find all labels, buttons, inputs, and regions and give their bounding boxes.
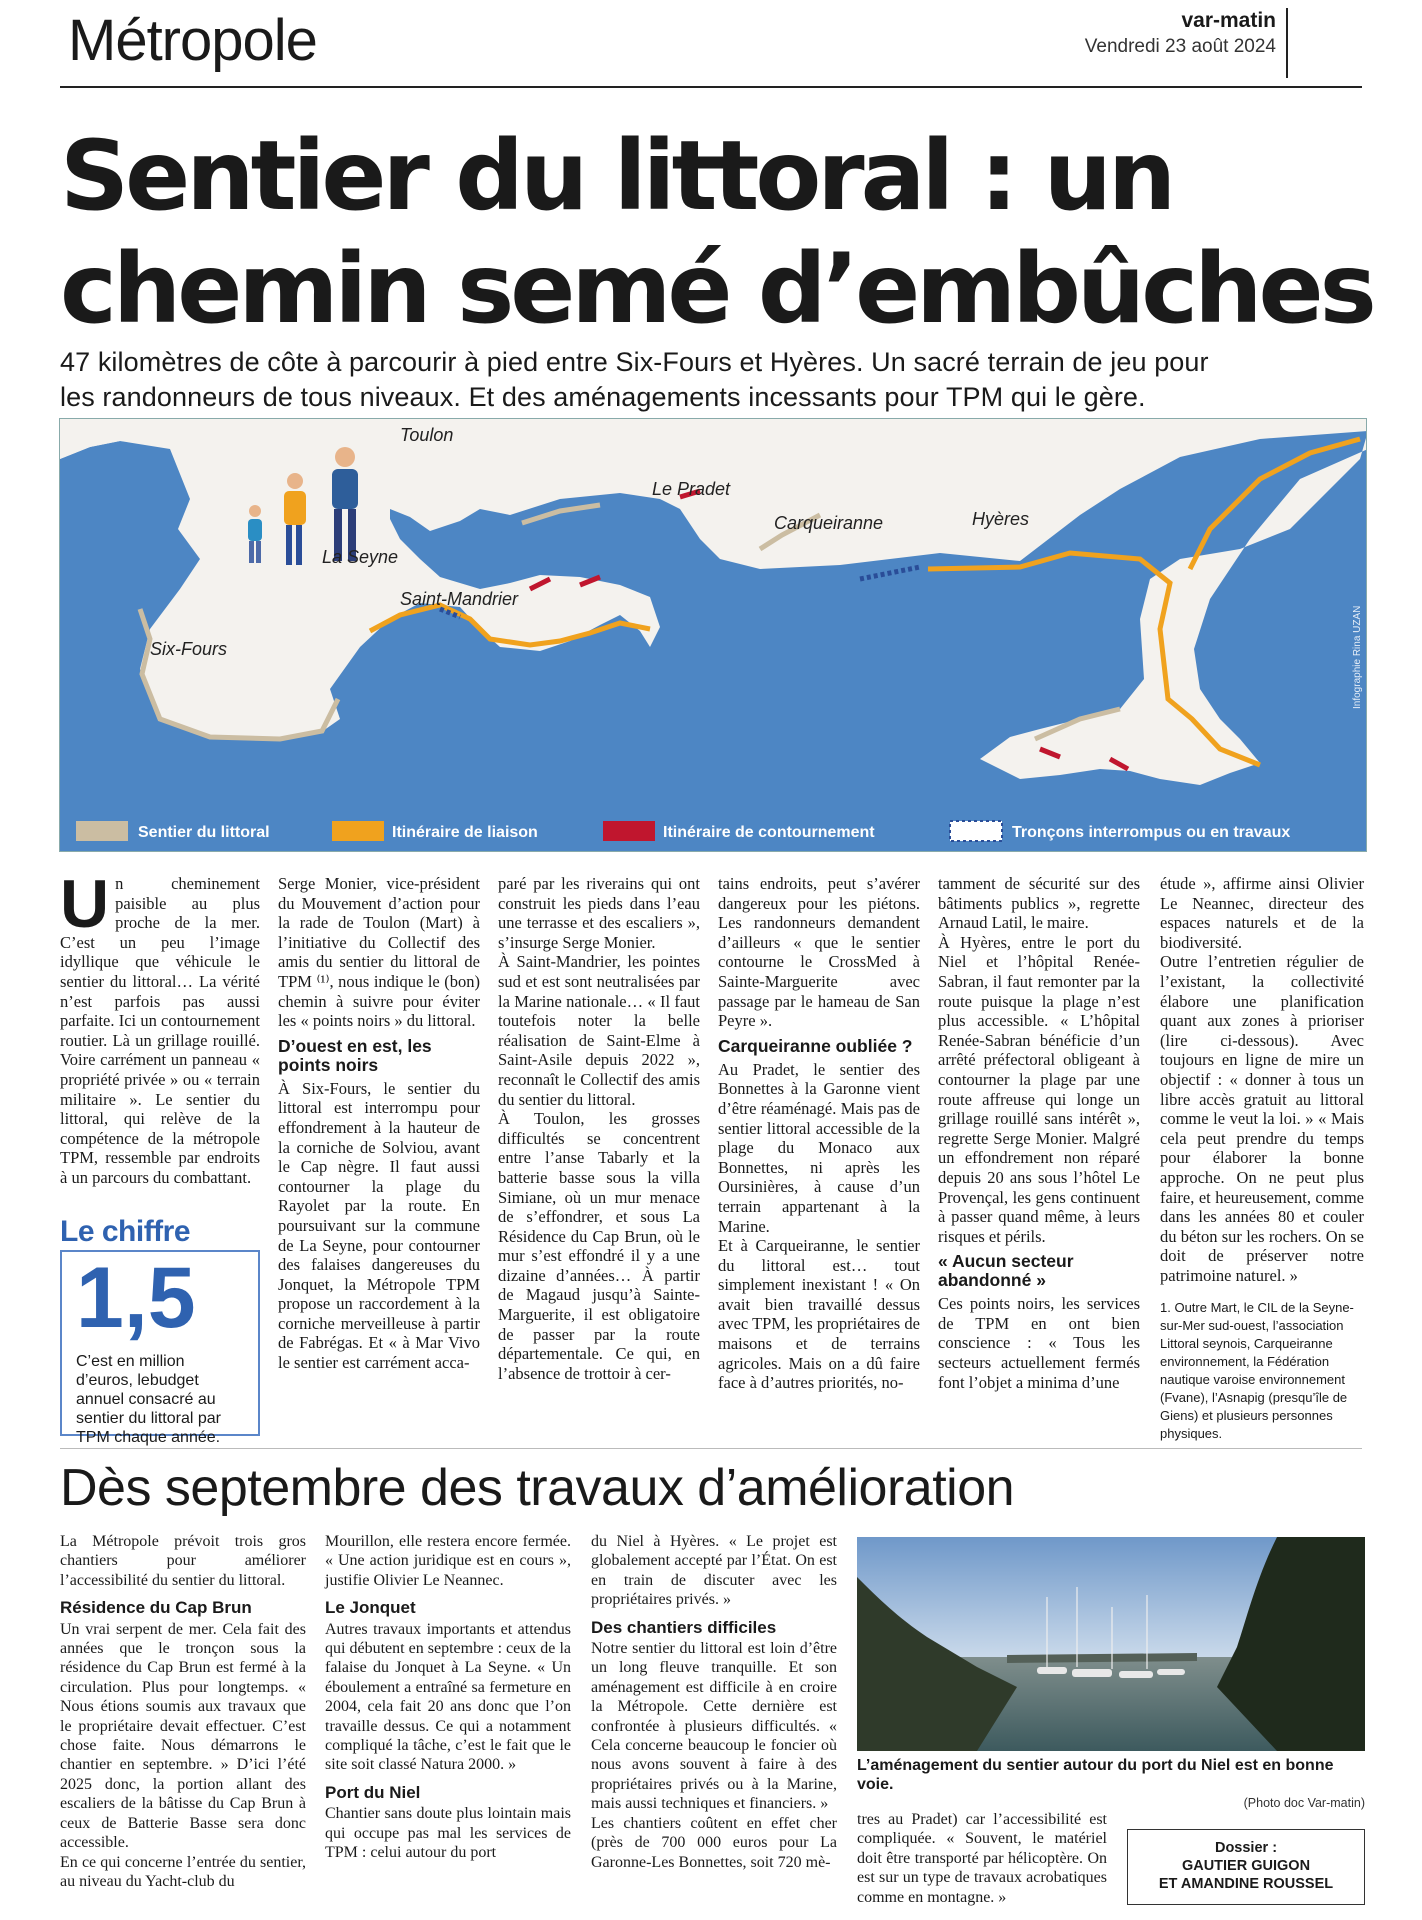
legend-swatch-interrompus: [950, 821, 1002, 841]
byline-authors-2: ET AMANDINE ROUSSEL: [1158, 1876, 1334, 1892]
map-credit: Infographie Rina UZAN: [1352, 605, 1363, 709]
column-paragraph: tains endroits, peut s’avérer dangereux pour les piétons. Les randonneurs demandent d’ailleurs « que le sentier contourne le CrossMed à Sainte-Marguerite avec passage par le hameau de San Peyre ».: [718, 874, 920, 1031]
column-paragraph: étude », affirme ainsi Olivier Le Neannec, directeur des espaces naturels et de la biodiversité.: [1160, 874, 1364, 952]
key-figure-description: C’est en million d’euros, lebudget annuel consacré au sentier du littoral par TPM chaque année.: [76, 1353, 221, 1446]
newspaper-header: [1085, 8, 1288, 78]
legend-swatch-contournement: [603, 821, 655, 841]
subheading: Le Jonquet: [325, 1598, 416, 1618]
column-paragraph: paré par les riverains qui ont construit les pieds dans l’eau une terrasse et des escaliers », s’insurge Serge Monier.: [498, 874, 700, 952]
map-label-six-fours: Six-Fours: [150, 639, 228, 659]
standfirst: [60, 345, 1370, 415]
column-paragraph: La Métropole prévoit trois gros chantiers pour améliorer l’accessibilité du sentier du littoral.: [60, 1533, 306, 1589]
key-figure-box: [60, 1215, 260, 1446]
photo-caption: [857, 1756, 1365, 1813]
column-paragraph: En ce qui concerne l’entrée du sentier, au niveau du Yacht-club du: [60, 1853, 306, 1890]
key-figure-label: Le chiffre: [60, 1215, 191, 1248]
article-column-4: [718, 874, 920, 1393]
standfirst-line-1: 47 kilomètres de côte à parcourir à pied entre Six-Fours et Hyères. Un sacré terrain de jeu pour: [60, 347, 1209, 377]
photo-credit: (Photo doc Var-matin): [1243, 1796, 1365, 1810]
headline-line-2: chemin semé d’embûches: [60, 233, 1373, 345]
key-figure-frame: [60, 1250, 260, 1446]
legend-swatch-sentier: [76, 821, 128, 841]
column-paragraph: tamment de sécurité sur des bâtiments publics », regrette Arnaud Latil, le maire.: [938, 874, 1140, 933]
map-label-toulon: Toulon: [400, 425, 454, 445]
column-paragraph: Outre l’entretien régulier de l’existant, la collectivité élabore une planification quant aux zones à prioriser (lire ci-dessous). Avec toujours en ligne de mire un objectif : « donner à tous un libre accès gratuit au littoral comme le veut la loi. » « Mais cela peut prendre du temps pour élaborer la bonne approche. On ne peut plus faire, et heureusement, comme dans les années 80 et couler du béton sur les rochers. On se doit de préserver notre patrimoine naturel. »: [1160, 952, 1364, 1285]
column-paragraph: Les chantiers coûtent en effet cher (près de 700 000 euros pour La Garonne-Les Bonnettes, soit 720 mè-: [591, 1814, 837, 1871]
footnote: 1. Outre Mart, le CIL de la Seyne-sur-Mer sud-ouest, l’association Littoral seynois, Carqueiranne environnement, la Fédération nautique varoise environnement (Fvane), l’Asnapig (presqu’île de Giens) et plusieurs personnes physiques.: [1160, 1300, 1354, 1442]
byline-label: Dossier :: [1214, 1840, 1278, 1856]
map-label-carqueiranne: Carqueiranne: [774, 513, 884, 533]
subheading: Résidence du Cap Brun: [60, 1598, 252, 1618]
second-column-1: [60, 1532, 306, 1891]
article-column-6: [1160, 874, 1364, 1443]
column-paragraph: À Toulon, les grosses difficultés se concentrent entre l’anse Tabarly et la batterie basse sous la villa Simiane, où un mur menace de s’effondrer, et sous La Résidence du Cap Brun, où le mur s’est effondré il y a une dizaine d’années… À partir de Magaud jusqu’à Sainte-Marguerite, il est obligatoire de passer par la route départementale. Ce qui, en l’absence de trottoir à cer-: [498, 1109, 700, 1383]
subheading: Carqueiranne oubliée ?: [718, 1035, 913, 1056]
column-paragraph: Serge Monier, vice-président du Mouvement d’action pour la rade de Toulon (Mart) à l’initiative du Collectif des amis du sentier du littoral de TPM ⁽¹⁾, nous indique le (bon) chemin à suivre pour éviter les « points noirs » du littoral.: [278, 874, 480, 1031]
subheading: D’ouest en est, les points noirs: [278, 1035, 432, 1075]
headline: [60, 120, 1380, 346]
column-paragraph: Un vrai serpent de mer. Cela fait des années que le tronçon sous la résidence du Cap Brun est fermé à la circulation. Plus pour longtemps. « Nous étions soumis aux travaux que le propriétaire devait effectuer. C’est chose faite. Nous démarrons le chantier en septembre. » D’ici l’été 2025 donc, la portion allant des escaliers de la bâtisse du Cap Brun à ceux de Batterie Basse sera donc accessible.: [60, 1620, 306, 1852]
article-column-3: [498, 874, 700, 1383]
column-paragraph: Chantier sans doute plus lointain mais qui occupe pas mal les services de TPM : celui autour du port: [325, 1805, 571, 1862]
column-paragraph: du Niel à Hyères. « Le projet est globalement accepté par l’État. On est en train de discuter avec les propriétaires privés. »: [591, 1533, 837, 1609]
article-column-5: [938, 874, 1140, 1392]
column-paragraph: Et à Carqueiranne, le sentier du littoral est… tout simplement inexistant ! « On avait bien travaillé dessus avec TPM, les propriétaires de maisons et de terrains agricoles. Mais on a dû faire face à d’autres priorités, no-: [718, 1236, 920, 1393]
port-photo-svg: [857, 1537, 1365, 1751]
lede-text: n cheminement paisible au plus proche de la mer. C’est un peu l’image idyllique que véhicule le sentier du littoral… La vérité n’est parfois pas aussi parfaite. Ici un contournement routier. Là un grillage rouillé. Voire carrément un panneau « propriété privée » ou « terrain militaire ». Le sentier du littoral, qui relève de la compétence de la métropole TPM, ressemble par endroits à un parcours du combattant.: [60, 874, 260, 1187]
column-paragraph: À Six-Fours, le sentier du littoral est interrompu pour effondrement à la hauteur de la corniche de Solviou, avant le Cap nègre. Il faut aussi contourner la plage du Rayolet par la route. En poursuivant sur la commune de La Seyne, pour contourner des falaises dangereuses du Jonquet, la Métropole TPM propose un raccordement à la corniche merveilleuse à partir de Fabrégas. Et « à Mar Vivo le sentier est carrément acca-: [278, 1078, 480, 1373]
legend-liaison: Itinéraire de liaison: [392, 824, 538, 841]
subheading: Port du Niel: [325, 1782, 421, 1802]
trail-map: [59, 418, 1367, 852]
drop-cap: U: [60, 866, 110, 942]
column-paragraph: tres au Pradet) car l’accessibilité est compliquée. « Souvent, le matériel doit être transporté par hélicoptère. On est sur un type de travaux acrobatiques comme en montagne. »: [857, 1811, 1107, 1906]
caption-text: L’aménagement du sentier autour du port du Niel est en bonne voie.: [857, 1757, 1334, 1793]
column-paragraph: À Saint-Mandrier, les pointes sud et est sont neutralisées par la Marine nationale… « Il faut toutefois noter la belle réalisation de Saint-Elme à Saint-Asile depuis 2022 », reconnaît le Collectif des amis du sentier du littoral.: [498, 952, 700, 1109]
issue-date: Vendredi 23 août 2024: [1084, 36, 1276, 57]
second-column-4: [857, 1810, 1107, 1907]
legend-contournement: Itinéraire de contournement: [663, 824, 875, 841]
section-divider: [60, 1448, 1362, 1449]
map-label-le-pradet: Le Pradet: [652, 479, 731, 499]
byline-box: [1127, 1829, 1365, 1905]
legend-swatch-liaison: [332, 821, 384, 841]
second-column-3: [591, 1532, 837, 1872]
legend-interrompus: Tronçons interrompus ou en travaux: [1012, 824, 1291, 841]
column-paragraph: Autres travaux importants et attendus qui débutent en septembre : ceux de la falaise du Jonquet à La Seyne. « Un éboulement a entraîné sa fermeture en 2004, cela fait 20 ans donc que l’on travaille dessus. Ce qui a notamment compliqué la tâche, c’est le fait que le site soit classé Natura 2000. »: [325, 1620, 571, 1774]
byline-authors: GAUTIER GUIGON: [1181, 1858, 1311, 1874]
map-label-saint-mandrier: Saint-Mandrier: [400, 589, 519, 609]
key-figure-value: 1,5: [76, 1250, 196, 1346]
header-rule: [60, 86, 1362, 88]
headline-line-1: Sentier du littoral : un: [60, 120, 1173, 232]
second-headline: Dès septembre des travaux d’amélioration: [60, 1459, 1015, 1517]
column-paragraph: Notre sentier du littoral est loin d’être un long fleuve tranquille. Et son aménagement est difficile à en croire la Métropole. Cette dernière est confrontée à plusieurs difficultés. « Cela concerne beaucoup le foncier où nous avons souvent à faire à des propriétaires privés ou à la Marine, mais aussi techniques et financiers. »: [591, 1640, 837, 1813]
column-paragraph: Ces points noirs, les services de TPM en ont bien conscience : « Tous les secteurs actuellement fermés font l’objet a minima d’une: [938, 1294, 1140, 1392]
map-label-hyeres: Hyères: [972, 509, 1030, 529]
map-label-la-seyne: La Seyne: [322, 547, 399, 567]
port-photo: [857, 1537, 1365, 1751]
second-column-2: [325, 1532, 571, 1863]
article-column-1: [60, 866, 260, 1188]
subheading: « Aucun secteur abandonné »: [938, 1251, 1074, 1291]
section-rubric: Métropole: [68, 8, 317, 73]
column-paragraph: Mourillon, elle restera encore fermée. « Une action juridique est en cours », justifie Olivier Le Neannec.: [325, 1533, 571, 1589]
column-paragraph: À Hyères, entre le port du Niel et l’hôpital Renée-Sabran, il faut remonter par la route puisque la plage n’est plus accessible. « L’hôpital Renée-Sabran bénéficie d’un arrêté préfectoral obligeant à contourner la plage par une route affreuse qui longe un grillage rouillé sans intérêt », regrette Serge Monier. Malgré un effondrement non réparé depuis 20 ans sous l’hôtel Le Provençal, les gens continuent à passer quand même, à leurs risques et périls.: [938, 932, 1140, 1246]
article-column-2: [278, 874, 480, 1373]
newspaper-name: var-matin: [1181, 9, 1276, 32]
trail-map-svg: [60, 419, 1367, 852]
column-paragraph: Au Pradet, le sentier des Bonnettes à la Garonne vient d’être réaménagé. Mais pas de sentier littoral accessible de la plage du Monaco aux Bonnettes, ni après les Oursinières, à cause d’un terrain appartenant à la Marine.: [718, 1059, 920, 1236]
subheading: Des chantiers difficiles: [591, 1617, 777, 1637]
standfirst-line-2: les randonneurs de tous niveaux. Et des aménagements incessants pour TPM qui le gère.: [60, 382, 1146, 412]
legend-sentier: Sentier du littoral: [138, 824, 270, 841]
